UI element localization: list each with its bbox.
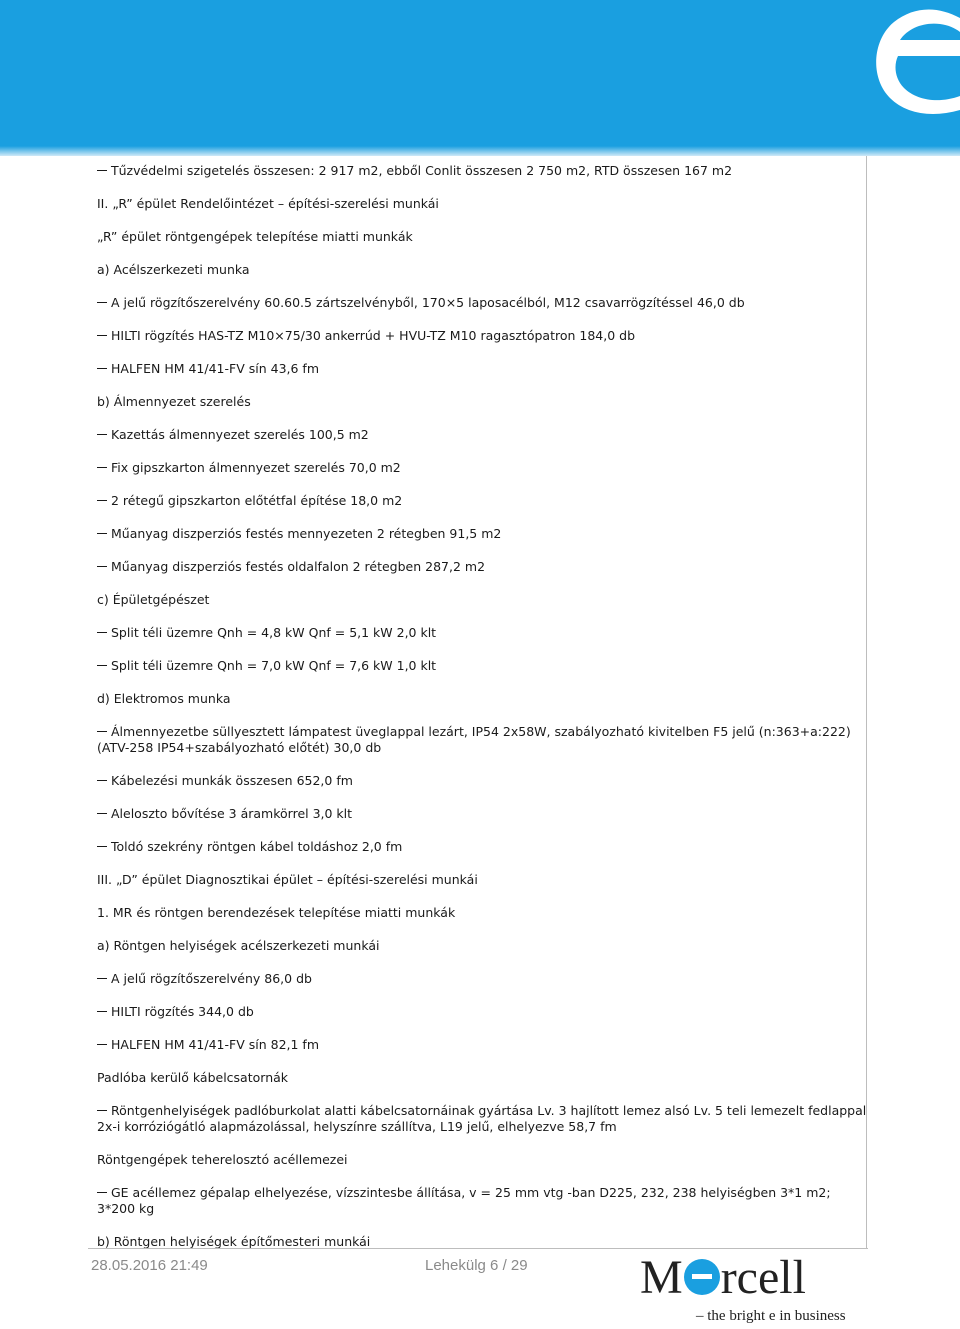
section-heading bbox=[97, 262, 869, 278]
paragraph-text: HALFEN HM 41/41-FV sín 82,1 fm bbox=[111, 1037, 319, 1052]
section-heading bbox=[97, 196, 869, 212]
list-item bbox=[97, 559, 869, 575]
dash-bullet-icon bbox=[97, 500, 107, 501]
dash-bullet-icon bbox=[97, 978, 107, 979]
dash-bullet-icon bbox=[97, 302, 107, 303]
section-heading bbox=[97, 872, 869, 888]
dash-bullet-icon bbox=[97, 632, 107, 633]
list-item bbox=[97, 625, 869, 641]
list-item bbox=[97, 1037, 869, 1053]
brand-logo bbox=[640, 1252, 870, 1329]
paragraph-text: b) Álmennyezet szerelés bbox=[97, 394, 251, 409]
list-item bbox=[97, 971, 869, 987]
paragraph-text: 2 rétegű gipszkarton előtétfal építése 18,0 m2 bbox=[111, 493, 403, 508]
e-logo-icon bbox=[810, 0, 960, 130]
dash-bullet-icon bbox=[97, 1110, 107, 1111]
paragraph-text: „R” épület röntgengépek telepítése miatti munkák bbox=[97, 229, 413, 244]
paragraph-text: Padlóba kerülő kábelcsatornák bbox=[97, 1070, 289, 1085]
paragraph-text: Aleloszto bővítése 3 áramkörrel 3,0 klt bbox=[111, 806, 353, 821]
paragraph-text: Toldó szekrény röntgen kábel toldáshoz 2,0 fm bbox=[111, 839, 403, 854]
paragraph-text: II. „R” épület Rendelőintézet – építési-szerelési munkái bbox=[97, 196, 439, 211]
brand-e-icon bbox=[684, 1259, 720, 1295]
list-item bbox=[97, 526, 869, 542]
list-item bbox=[97, 806, 869, 822]
paragraph-text: GE acéllemez gépalap elhelyezése, vízszintesbe állítása, v = 25 mm vtg -ban D225, 232, 238 helyiségben 3*1 m2; 3*200 kg bbox=[97, 1185, 831, 1216]
section-heading bbox=[97, 592, 869, 608]
paragraph-text: d) Elektromos munka bbox=[97, 691, 231, 706]
list-item bbox=[97, 658, 869, 674]
dash-bullet-icon bbox=[97, 813, 107, 814]
list-item bbox=[97, 163, 869, 179]
list-item bbox=[97, 493, 869, 509]
paragraph-text: III. „D” épület Diagnosztikai épület – építési-szerelési munkái bbox=[97, 872, 478, 887]
list-item bbox=[97, 427, 869, 443]
paragraph-text: Műanyag diszperziós festés oldalfalon 2 rétegben 287,2 m2 bbox=[111, 559, 486, 574]
dash-bullet-icon bbox=[97, 467, 107, 468]
paragraph-text: HILTI rögzítés HAS-TZ M10×75/30 ankerrúd + HVU-TZ M10 ragasztópatron 184,0 db bbox=[111, 328, 636, 343]
paragraph-text: Álmennyezetbe süllyesztett lámpatest üveglappal lezárt, IP54 2x58W, szabályozható kivitelben F5 jelű (n:363+a:222) (ATV-258 IP54+szabályozható előtét) 30,0 db bbox=[97, 724, 851, 755]
footer-divider bbox=[88, 1248, 868, 1249]
paragraph-text: c) Épületgépészet bbox=[97, 592, 210, 607]
dash-bullet-icon bbox=[97, 170, 107, 171]
dash-bullet-icon bbox=[97, 566, 107, 567]
paragraph-text: a) Acélszerkezeti munka bbox=[97, 262, 250, 277]
footer-date: 28.05.2016 21:49 bbox=[91, 1257, 208, 1274]
paragraph-text: HALFEN HM 41/41-FV sín 43,6 fm bbox=[111, 361, 319, 376]
paragraph-text: Split téli üzemre Qnh = 4,8 kW Qnf = 5,1 kW 2,0 klt bbox=[111, 625, 437, 640]
dash-bullet-icon bbox=[97, 368, 107, 369]
page-number: Lehekülg 6 / 29 bbox=[425, 1257, 528, 1274]
paragraph-text: Fix gipszkarton álmennyezet szerelés 70,0 m2 bbox=[111, 460, 401, 475]
dash-bullet-icon bbox=[97, 1044, 107, 1045]
dash-bullet-icon bbox=[97, 434, 107, 435]
list-item bbox=[97, 328, 869, 344]
header-banner bbox=[0, 0, 960, 156]
dash-bullet-icon bbox=[97, 731, 107, 732]
list-item bbox=[97, 1185, 869, 1217]
dash-bullet-icon bbox=[97, 780, 107, 781]
section-heading bbox=[97, 229, 869, 245]
paragraph-text: HILTI rögzítés 344,0 db bbox=[111, 1004, 254, 1019]
brand-wordmark bbox=[640, 1252, 806, 1304]
header-fade bbox=[0, 146, 960, 156]
brand-tagline: – the bright e in business bbox=[696, 1308, 846, 1324]
dash-bullet-icon bbox=[97, 533, 107, 534]
section-heading bbox=[97, 691, 869, 707]
dash-bullet-icon bbox=[97, 1192, 107, 1193]
paragraph-text: A jelű rögzítőszerelvény 60.60.5 zártszelvényből, 170×5 laposacélból, M12 csavarrögzítéssel 46,0 db bbox=[111, 295, 745, 310]
dash-bullet-icon bbox=[97, 665, 107, 666]
paragraph-text: Röntgengépek teherelosztó acéllemezei bbox=[97, 1152, 348, 1167]
paragraph-text: Röntgenhelyiségek padlóburkolat alatti kábelcsatornáinak gyártása Lv. 3 hajlított lemez alsó Lv. 5 teli lemezelt fedlappal 2x-i korróziógátló alapmázolással, helyszínre szállítva, L19 jelű, elhelyezve 58,7 fm bbox=[97, 1103, 867, 1134]
paragraph-text: a) Röntgen helyiségek acélszerkezeti munkái bbox=[97, 938, 380, 953]
dash-bullet-icon bbox=[97, 1011, 107, 1012]
paragraph-text: b) Röntgen helyiségek építőmesteri munkái bbox=[97, 1234, 371, 1249]
paragraph-text: Műanyag diszperziós festés mennyezeten 2 rétegben 91,5 m2 bbox=[111, 526, 502, 541]
list-item bbox=[97, 460, 869, 476]
section-heading bbox=[97, 905, 869, 921]
dash-bullet-icon bbox=[97, 846, 107, 847]
brand-text-start: M bbox=[640, 1251, 683, 1304]
list-item bbox=[97, 1103, 869, 1135]
paragraph-text: Kábelezési munkák összesen 652,0 fm bbox=[111, 773, 353, 788]
document-body bbox=[97, 163, 869, 1267]
paragraph-text: Kazettás álmennyezet szerelés 100,5 m2 bbox=[111, 427, 369, 442]
list-item bbox=[97, 295, 869, 311]
list-item bbox=[97, 724, 869, 756]
paragraph-text: Split téli üzemre Qnh = 7,0 kW Qnf = 7,6 kW 1,0 klt bbox=[111, 658, 437, 673]
brand-text-end: rcell bbox=[720, 1251, 806, 1304]
section-heading bbox=[97, 938, 869, 954]
list-item bbox=[97, 773, 869, 789]
paragraph-text: 1. MR és röntgen berendezések telepítése miatti munkák bbox=[97, 905, 456, 920]
dash-bullet-icon bbox=[97, 335, 107, 336]
list-item bbox=[97, 839, 869, 855]
list-item bbox=[97, 1004, 869, 1020]
section-heading bbox=[97, 1070, 869, 1086]
paragraph-text: A jelű rögzítőszerelvény 86,0 db bbox=[111, 971, 312, 986]
section-heading bbox=[97, 394, 869, 410]
section-heading bbox=[97, 1152, 869, 1168]
list-item bbox=[97, 361, 869, 377]
paragraph-text: Tűzvédelmi szigetelés összesen: 2 917 m2, ebből Conlit összesen 2 750 m2, RTD összesen 167 m2 bbox=[111, 163, 733, 178]
